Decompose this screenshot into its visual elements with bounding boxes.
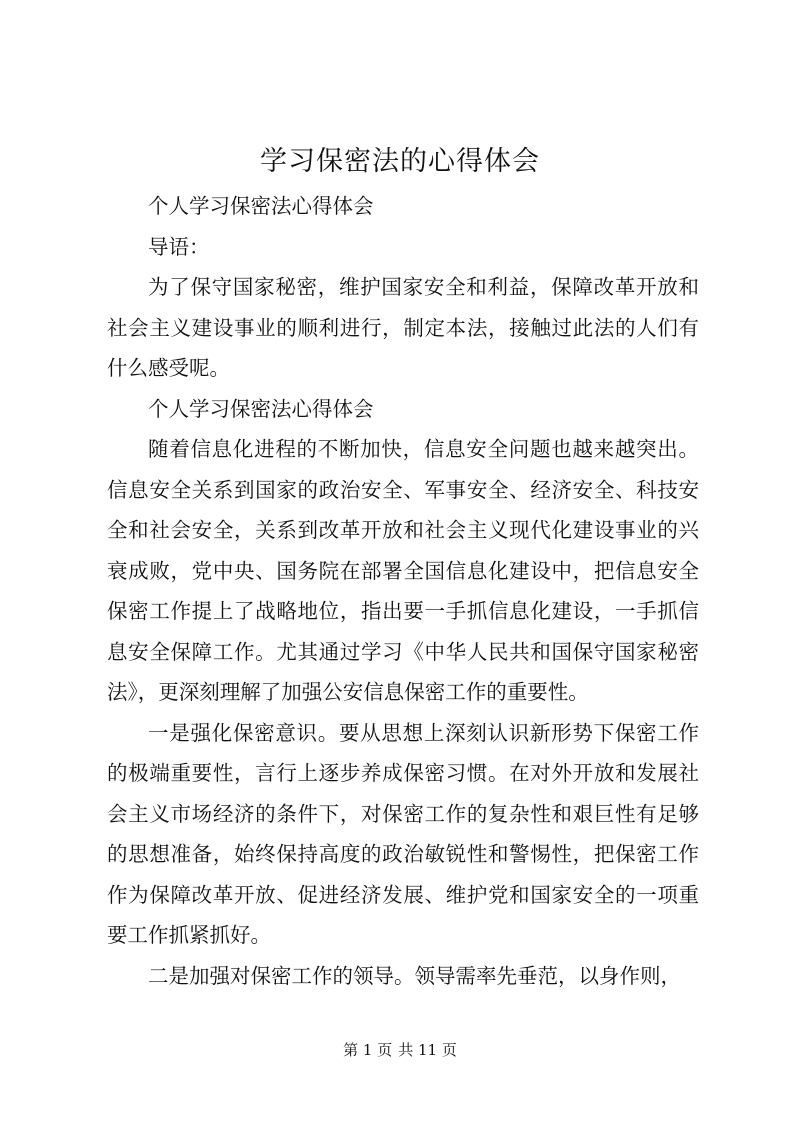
document-title: 学习保密法的心得体会 xyxy=(260,146,540,177)
subtitle-paragraph: 个人学习保密法心得体会 xyxy=(148,194,374,218)
page-number: 第 1 页 xyxy=(343,1041,393,1059)
body-paragraph: 二是加强对保密工作的领导。领导需率先垂范，以身作则， xyxy=(148,963,681,988)
page-total: 共 11 页 xyxy=(398,1041,457,1059)
body-paragraph: 一是强化保密意识。要从思想上深刻认识新形势下保密工作的极端重要性，言行上逐步养成保密习惯。在对外开放和发展社会主义市场经济的条件下，对保密工作的复杂性和艰巨性有足够的思想准备，始终保持高度的政治敏锐性和警惕性，把保密工作作为保障改革开放、促进经济发展、维护党和国家安全的一项重要工作抓紧抓好。 xyxy=(107,720,699,947)
intro-label-paragraph: 导语： xyxy=(148,234,210,259)
page-footer xyxy=(0,1040,800,1060)
intro-paragraph: 为了保守国家秘密，维护国家安全和利益，保障改革开放和社会主义建设事业的顺利进行，制定本法，接触过此法的人们有什么感受呢。 xyxy=(107,275,699,380)
section-heading-paragraph: 个人学习保密法心得体会 xyxy=(148,396,374,421)
document-body xyxy=(107,186,699,996)
body-paragraph: 随着信息化进程的不断加快，信息安全问题也越来越突出。信息安全关系到国家的政治安全、军事安全、经济安全、科技安全和社会安全，关系到改革开放和社会主义现代化建设事业的兴衰成败，党中央、国务院在部署全国信息化建设中，把信息安全保密工作提上了战略地位，指出要一手抓信息化建设，一手抓信息安全保障工作。尤其通过学习《中华人民共和国保守国家秘密法》，更深刻理解了加强公安信息保密工作的重要性。 xyxy=(107,437,699,704)
